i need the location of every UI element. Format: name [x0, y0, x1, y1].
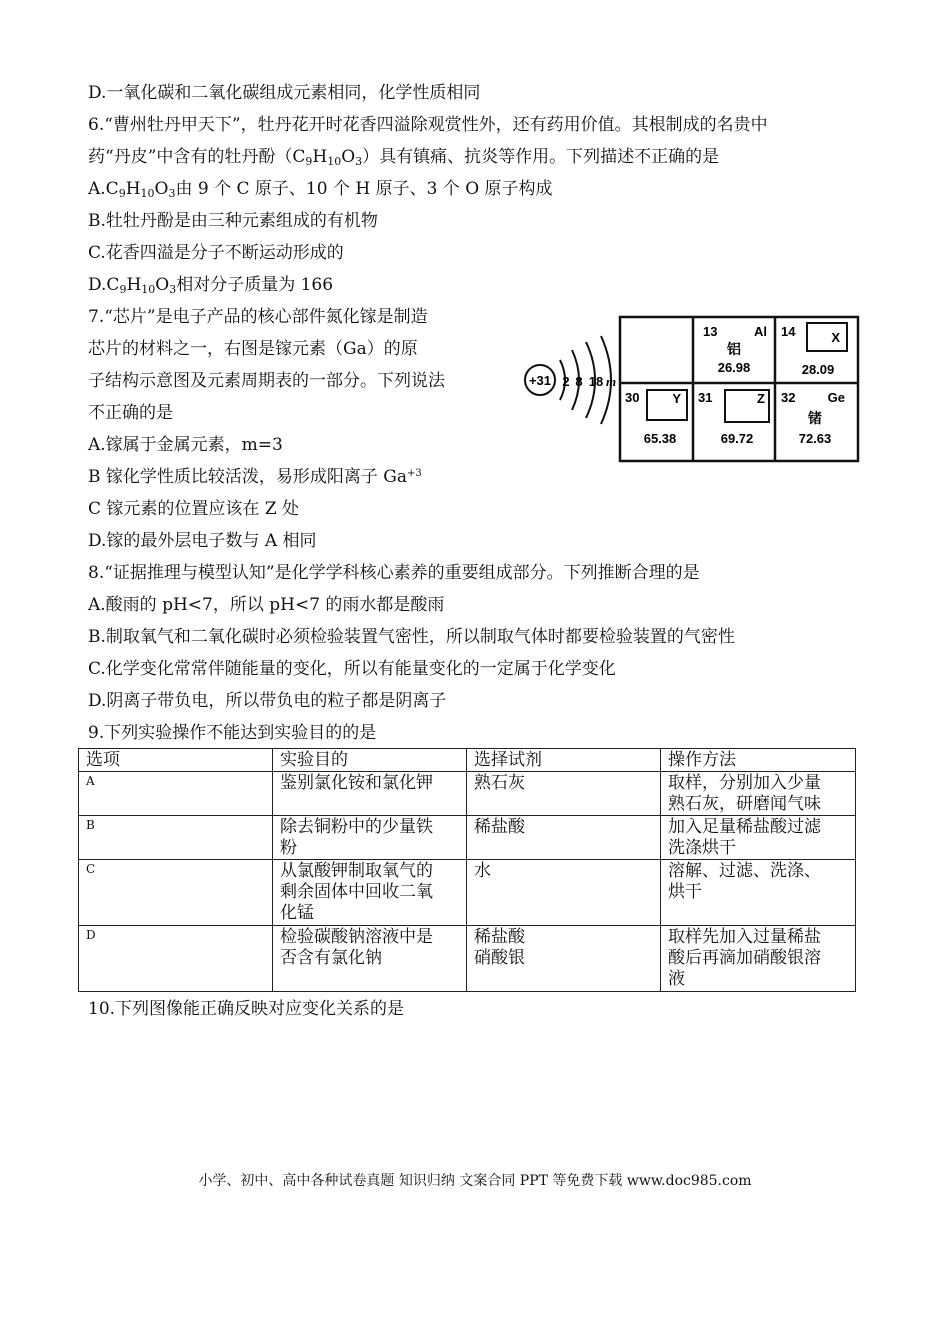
header-method: 操作方法	[661, 749, 856, 772]
shell-2-count: 8	[575, 374, 583, 389]
cell-al-symbol: Al	[754, 324, 767, 339]
row-b-option: B	[79, 816, 273, 860]
q7-stem-line3: 子结构示意图及元素周期表的一部分。下列说法	[88, 371, 445, 391]
q7-stem-line4: 不正确的是	[88, 403, 173, 423]
row-b-method: 加入足量稀盐酸过滤 洗涤烘干	[661, 816, 856, 860]
q8-option-c: C.化学变化常常伴随能量的变化，所以有能量变化的一定属于化学变化	[88, 659, 616, 679]
cell-germanium	[781, 390, 845, 446]
q6-stem-line2: 药“丹皮”中含有的牡丹酚$(C_9H_{10}O_3)$具有镇痛、抗炎等作用。下列描述不正确的是	[88, 147, 720, 168]
cell-y	[625, 390, 687, 446]
q8-option-a: A.酸雨的 pH<7，所以 pH<7 的雨水都是酸雨	[88, 595, 445, 615]
cell-z-symbol: Z	[757, 391, 765, 406]
cell-ge-name: 锗	[808, 411, 822, 427]
q7-option-c: C 镓元素的位置应该在 Z 处	[88, 499, 300, 519]
row-c-option: C	[79, 860, 273, 926]
cell-x-symbol-box	[807, 323, 847, 351]
cell-y-number: 30	[625, 390, 640, 405]
cell-x	[781, 323, 847, 377]
cell-y-symbol-box	[647, 390, 687, 420]
q8-option-d: D.阴离子带负电，所以带负电的粒子都是阴离子	[88, 691, 447, 711]
shell-3-count: 18	[588, 374, 604, 389]
nucleus-charge: +31	[528, 373, 552, 388]
table-row	[79, 772, 856, 816]
cell-x-mass: 28.09	[801, 362, 835, 377]
atom-structure-diagram	[525, 336, 616, 424]
cell-z-number: 31	[698, 390, 713, 405]
cell-ge-mass: 72.63	[798, 431, 832, 446]
cell-x-number: 14	[781, 324, 796, 339]
row-b-purpose: 除去铜粉中的少量铁 粉	[273, 816, 467, 860]
q8-option-b: B.制取氧气和二氧化碳时必须检验装置气密性，所以制取气体时都要检验装置的气密性	[88, 627, 735, 647]
row-d-method: 取样先加入过量稀盐 酸后再滴加硝酸银溶 液	[661, 926, 856, 992]
row-d-reagent: 稀盐酸 硝酸银	[467, 926, 661, 992]
cell-ge-number: 32	[781, 390, 796, 405]
q6-stem-line1: 6.“曹州牡丹甲天下”，牡丹花开时花香四溢除观赏性外，还有药用价值。其根制成的名贵中	[88, 115, 768, 135]
periodic-table-fragment	[620, 317, 858, 461]
cell-al-mass: 26.98	[717, 360, 751, 375]
cell-ge-symbol: Ge	[827, 390, 845, 405]
table-row	[79, 860, 856, 926]
page-footer: 小学、初中、高中各种试卷真题 知识归纳 文案合同 PPT 等免费下载 www.doc985.com	[198, 1173, 752, 1189]
row-d-purpose: 检验碳酸钠溶液中是 否含有氯化钠	[273, 926, 467, 992]
shell-1-count: 2	[562, 374, 570, 389]
cell-z-mass: 69.72	[720, 431, 754, 446]
row-a-option: A	[79, 772, 273, 816]
row-a-purpose: 鉴别氯化铵和氯化钾	[273, 772, 467, 816]
table-row	[79, 926, 856, 992]
row-b-reagent: 稀盐酸	[467, 816, 661, 860]
shell-4-count: m	[605, 374, 617, 389]
header-purpose: 实验目的	[273, 749, 467, 772]
q7-option-b: B 镓化学性质比较活泼，易形成阳离子 $Ga^{+3}$	[88, 467, 422, 487]
cell-aluminum	[703, 324, 767, 375]
q7-option-d: D.镓的最外层电子数与 A 相同	[88, 531, 317, 551]
q6-option-b: B.牡牡丹酚是由三种元素组成的有机物	[88, 211, 378, 231]
cell-z	[698, 390, 769, 446]
row-a-method: 取样，分别加入少量 熟石灰，研磨闻气味	[661, 772, 856, 816]
q10-stem: 10.下列图像能正确反映对应变化关系的是	[88, 999, 405, 1019]
cell-y-mass: 65.38	[643, 431, 677, 446]
cell-y-symbol: Y	[672, 391, 681, 406]
q7-stem-line2: 芯片的材料之一，右图是镓元素（Ga）的原	[88, 339, 418, 359]
q6-option-a: $A.C_9H_{10}O_3$由 9 个 C 原子、10 个 H 原子、3 个 O 原子构成	[88, 179, 553, 200]
q6-option-c: C.花香四溢是分子不断运动形成的	[88, 243, 344, 263]
cell-al-name: 铝	[727, 342, 741, 358]
experiment-table	[78, 748, 856, 992]
q7-stem-line1: 7.“芯片”是电子产品的核心部件氮化镓是制造	[88, 307, 428, 327]
row-c-method: 溶解、过滤、洗涤、 烘干	[661, 860, 856, 926]
table-header-row	[79, 749, 856, 772]
row-c-purpose: 从氯酸钾制取氧气的 剩余固体中回收二氧 化锰	[273, 860, 467, 926]
row-a-reagent: 熟石灰	[467, 772, 661, 816]
header-option: 选项	[79, 749, 273, 772]
table-row	[79, 816, 856, 860]
gallium-figure	[515, 310, 865, 470]
q9-stem: 9.下列实验操作不能达到实验目的的是	[88, 723, 377, 743]
cell-x-symbol: X	[831, 330, 840, 345]
row-c-reagent: 水	[467, 860, 661, 926]
cell-al-number: 13	[703, 324, 718, 339]
q8-stem: 8.“证据推理与模型认知”是化学学科核心素养的重要组成部分。下列推断合理的是	[88, 563, 700, 583]
q7-option-a: A.镓属于金属元素，m=3	[88, 435, 283, 455]
q6-option-d: $D.C_9H_{10}O_3$相对分子质量为 166	[88, 275, 334, 296]
row-d-option: D	[79, 926, 273, 992]
q5-option-d: D.一氧化碳和二氧化碳组成元素相同，化学性质相同	[88, 83, 481, 103]
header-reagent: 选择试剂	[467, 749, 661, 772]
